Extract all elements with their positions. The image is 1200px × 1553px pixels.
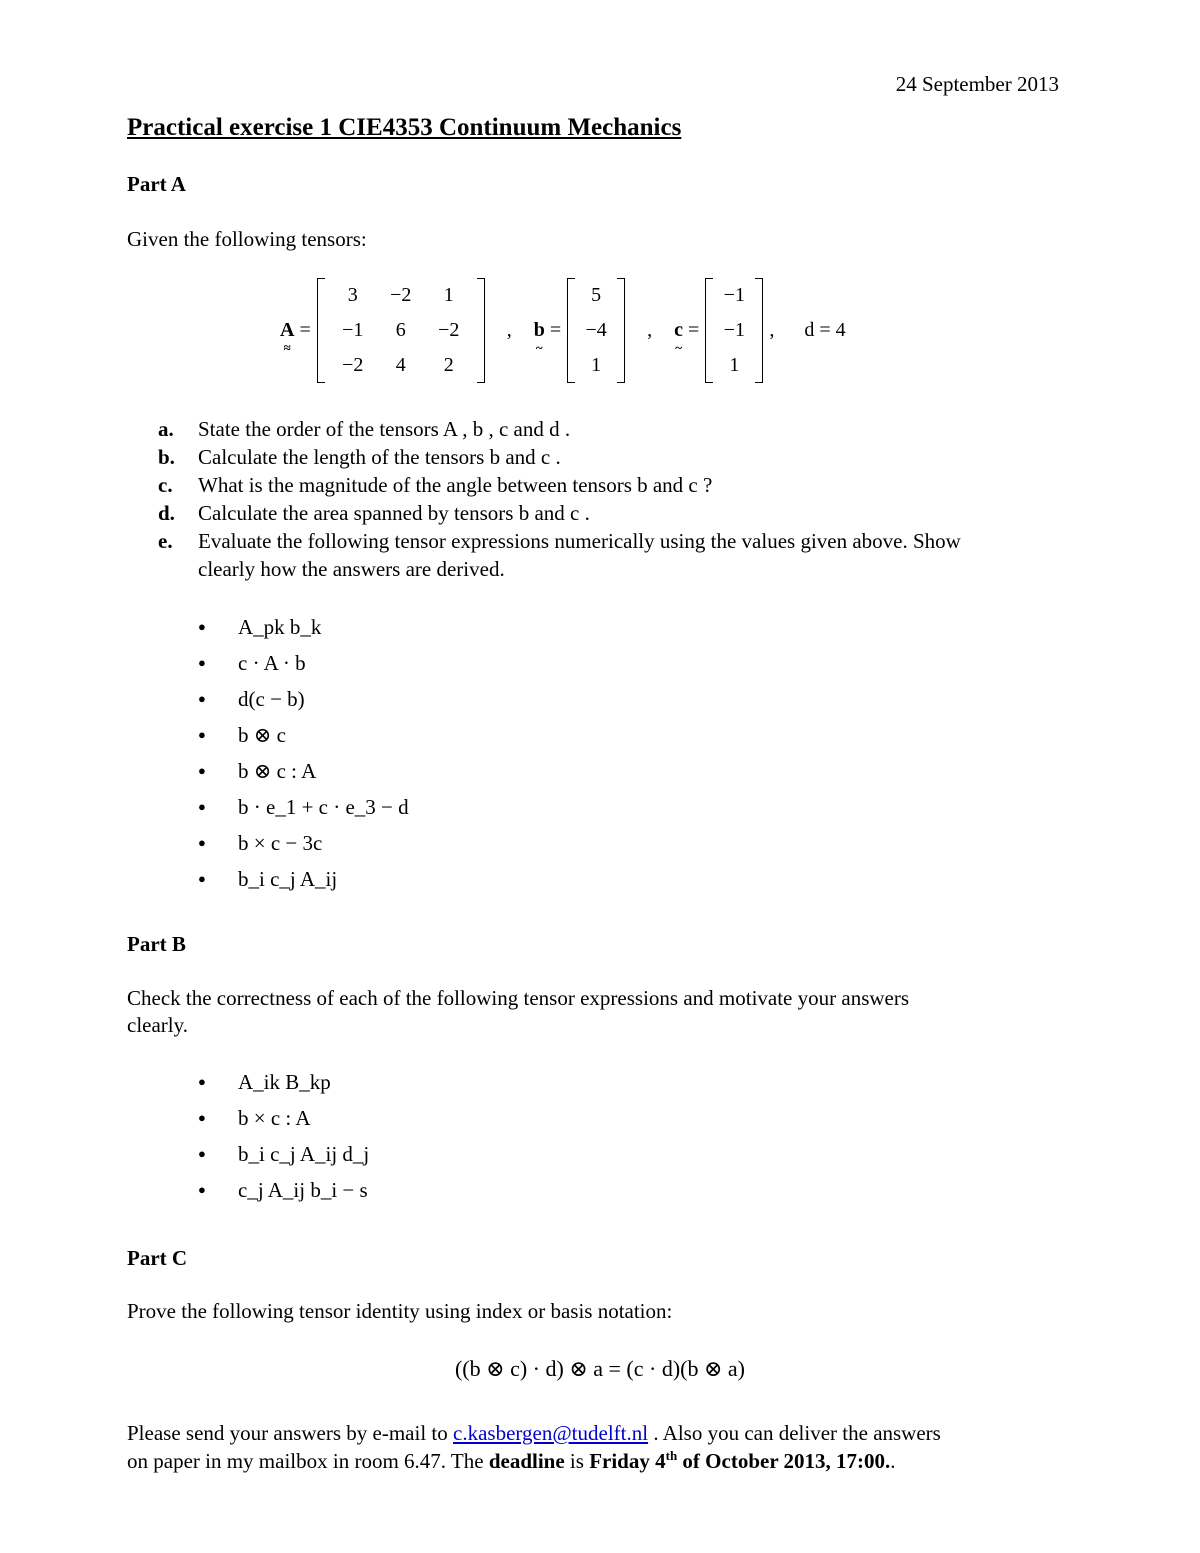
part-a-expressions bbox=[196, 609, 409, 897]
list-item: ● d(c − b) bbox=[198, 686, 305, 711]
footer-line2: on paper in my mailbox in room 6.47. The deadline is Friday 4th of October 2013, 17:00.. bbox=[127, 1448, 896, 1473]
question-c: c. What is the magnitude of the angle between tensors b and c ? bbox=[158, 473, 713, 497]
question-e-cont: clearly how the answers are derived. bbox=[198, 557, 505, 581]
list-item: ● b ⊗ c : A bbox=[198, 758, 317, 783]
document-title: Practical exercise 1 CIE4353 Continuum Mechanics bbox=[127, 114, 682, 141]
tensor-c-label: c ~ = bbox=[674, 319, 699, 342]
part-a-questions bbox=[158, 417, 961, 585]
part-b-heading: Part B bbox=[127, 932, 186, 956]
email-link[interactable]: c.kasbergen@tudelft.nl bbox=[453, 1421, 649, 1445]
tensor-b-label: b ~ = bbox=[534, 319, 561, 342]
document-date: 24 September 2013 bbox=[895, 72, 1059, 96]
list-item: ● c · A · b bbox=[198, 650, 306, 675]
part-a-heading: Part A bbox=[127, 172, 186, 196]
part-b-expressions bbox=[196, 1064, 369, 1208]
vector-b: 5 −4 1 bbox=[567, 284, 625, 377]
question-e: e. Evaluate the following tensor expressions numerically using the values given above. Show bbox=[158, 529, 961, 553]
tensor-A-label: A ≈ = bbox=[280, 319, 311, 342]
part-c-intro: Prove the following tensor identity using index or basis notation: bbox=[127, 1299, 673, 1323]
tensor-definitions: A ≈ = 3 −2 1 −1 6 −2 −2 4 2 , b ~ = 5 −4 1 , c ~ = −1 −1 1 , d = 4 bbox=[280, 280, 846, 380]
list-item: ● b_i c_j A_ij d_j bbox=[198, 1141, 370, 1166]
tensor-identity: ((b ⊗ c) · d) ⊗ a = (c · d)(b ⊗ a) bbox=[454, 1356, 746, 1381]
list-item: ● b × c − 3c bbox=[198, 830, 323, 855]
question-b: b. Calculate the length of the tensors b and c . bbox=[158, 445, 561, 469]
footer-line1: Please send your answers by e-mail to c.kasbergen@tudelft.nl . Also you can deliver the answers bbox=[127, 1421, 941, 1445]
list-item: ● b ⊗ c bbox=[198, 722, 286, 747]
list-item: ● A_pk b_k bbox=[198, 614, 322, 639]
question-a: a. State the order of the tensors A , b , c and d . bbox=[158, 417, 571, 441]
matrix-A: 3 −2 1 −1 6 −2 −2 4 2 bbox=[317, 284, 485, 377]
list-item: ● A_ik B_kp bbox=[198, 1069, 331, 1094]
vector-c: −1 −1 1 bbox=[705, 284, 763, 377]
list-item: ● c_j A_ij b_i − s bbox=[198, 1177, 368, 1202]
scalar-d: d = 4 bbox=[804, 318, 846, 341]
list-item: ● b × c : A bbox=[198, 1105, 311, 1130]
part-b-intro-line2: clearly. bbox=[127, 1013, 189, 1037]
list-item: ● b · e_1 + c · e_3 − d bbox=[198, 794, 409, 819]
question-d: d. Calculate the area spanned by tensors b and c . bbox=[158, 501, 590, 525]
part-c-heading: Part C bbox=[127, 1246, 188, 1270]
list-item: ● b_i c_j A_ij bbox=[198, 866, 338, 891]
part-b-intro-line1: Check the correctness of each of the following tensor expressions and motivate your answers bbox=[127, 986, 910, 1010]
part-a-intro: Given the following tensors: bbox=[127, 227, 367, 251]
